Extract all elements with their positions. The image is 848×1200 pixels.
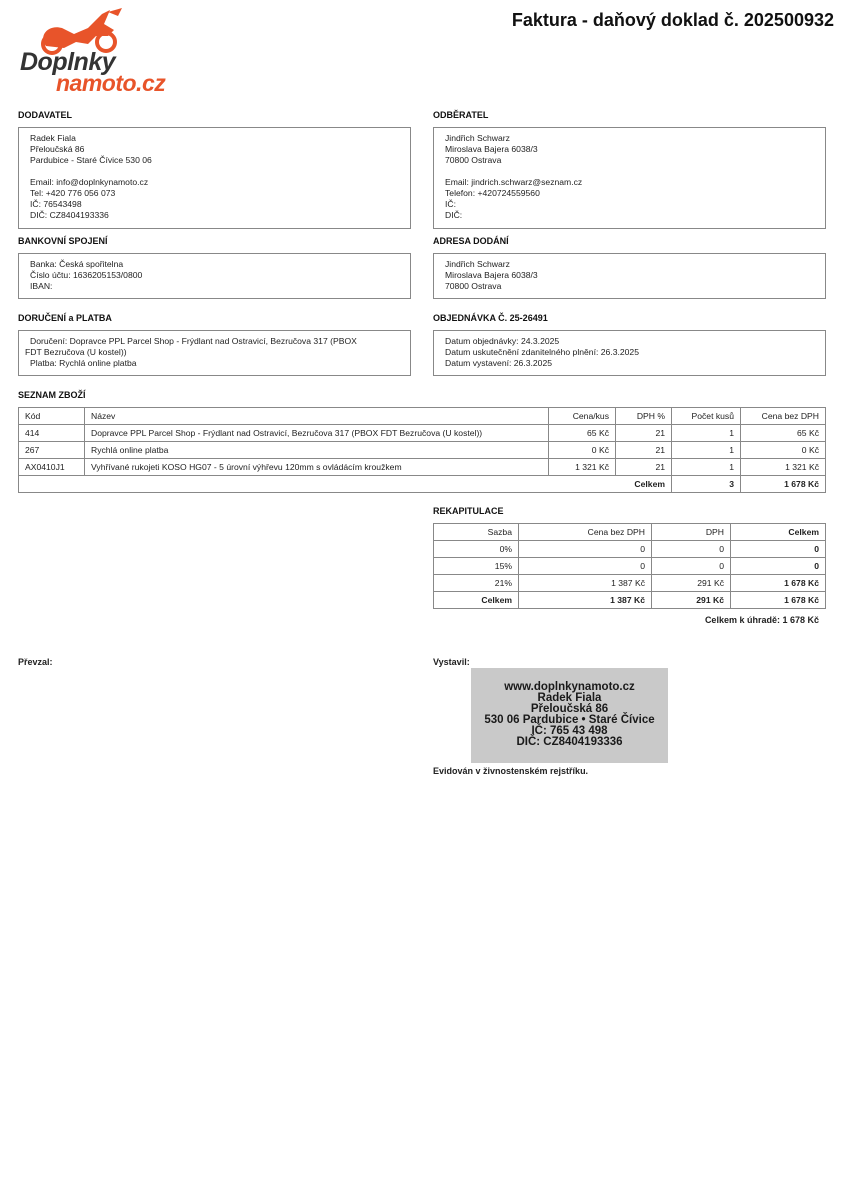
logo-text-bottom: namoto.cz: [56, 70, 166, 96]
recap-table: [433, 523, 826, 609]
customer-line: Miroslava Bajera 6038/3: [445, 144, 538, 154]
item-name: Dopravce PPL Parcel Shop - Frýdlant nad Ostravicí, Bezručova 317 (PBOX FDT Bezručova (U kostel)): [85, 425, 549, 442]
item-vat: 21: [616, 442, 672, 459]
items-heading: SEZNAM ZBOŽÍ: [18, 390, 86, 400]
table-row: [19, 425, 826, 442]
bank-box: [18, 253, 411, 299]
item-price: 1 321 Kč: [741, 459, 826, 476]
recap-total-label: Celkem: [434, 592, 519, 609]
bank-line: Číslo účtu: 1636205153/0800: [30, 270, 143, 280]
company-logo: [18, 6, 168, 106]
amount-due: Celkem k úhradě: 1 678 Kč: [704, 615, 819, 625]
supplier-line: Přeloučská 86: [30, 144, 85, 154]
recap-total: 1 678 Kč: [731, 575, 826, 592]
recap-vat: 291 Kč: [652, 575, 731, 592]
item-qty: 1: [672, 425, 741, 442]
customer-dic: DIČ:: [445, 210, 463, 220]
company-stamp: [471, 668, 668, 763]
recap-total-sum: 1 678 Kč: [731, 592, 826, 609]
customer-heading: ODBĚRATEL: [433, 110, 489, 120]
recap-vat: 0: [652, 541, 731, 558]
table-row: [19, 459, 826, 476]
item-price: 65 Kč: [741, 425, 826, 442]
col-unit-price: Cena/kus: [549, 408, 616, 425]
recap-total-vat: 291 Kč: [652, 592, 731, 609]
delivery-address-heading: ADRESA DODÁNÍ: [433, 236, 509, 246]
delivery-address-line: 70800 Ostrava: [445, 281, 502, 291]
item-code: AX0410J1: [19, 459, 85, 476]
supplier-dic: DIČ: CZ8404193336: [30, 210, 109, 220]
supplier-heading: DODAVATEL: [18, 110, 72, 120]
table-row: [434, 575, 826, 592]
logo-text-top: Doplnky: [20, 48, 116, 76]
table-row: [19, 442, 826, 459]
customer-ico: IČ:: [445, 199, 456, 209]
delivery-address-box: [433, 253, 826, 299]
recap-net: 1 387 Kč: [519, 575, 652, 592]
recap-rate: 21%: [434, 575, 519, 592]
stamp-line: www.doplnkynamoto.cz: [504, 681, 635, 693]
recap-col-net: Cena bez DPH: [519, 524, 652, 541]
table-row: [434, 558, 826, 575]
recap-rate: 0%: [434, 541, 519, 558]
supplier-line: Pardubice - Staré Čívice 530 06: [30, 155, 152, 165]
shipping-payment: Platba: Rychlá online platba: [30, 358, 137, 368]
supplier-line: Radek Fiala: [30, 133, 76, 143]
register-note: Evidován v živnostenském rejstříku.: [433, 766, 589, 776]
col-vat: DPH %: [616, 408, 672, 425]
item-unit-price: 1 321 Kč: [549, 459, 616, 476]
item-unit-price: 65 Kč: [549, 425, 616, 442]
bank-line: IBAN:: [30, 281, 53, 291]
item-vat: 21: [616, 425, 672, 442]
supplier-phone: Tel: +420 776 056 073: [30, 188, 116, 198]
items-total-qty: 3: [672, 476, 741, 493]
customer-email: Email: jindrich.schwarz@seznam.cz: [445, 177, 583, 187]
received-label: Převzal:: [18, 657, 53, 667]
items-table: [18, 407, 826, 493]
order-issue-date: Datum vystavení: 26.3.2025: [445, 358, 553, 368]
col-name: Název: [85, 408, 549, 425]
item-name: Vyhřívané rukojeti KOSO HG07 - 5 úrovní výhřevu 120mm s ovládácím kroužkem: [85, 459, 549, 476]
stamp-line: DIČ: CZ8404193336: [516, 736, 623, 748]
stamp-line: IČ: 765 43 498: [531, 725, 608, 737]
bank-line: Banka: Česká spořitelna: [30, 259, 124, 269]
customer-line: Jindřich Schwarz: [445, 133, 510, 143]
recap-heading: REKAPITULACE: [433, 506, 504, 516]
recap-header-row: [434, 524, 826, 541]
issued-label: Vystavil:: [433, 657, 470, 667]
recap-col-total: Celkem: [731, 524, 826, 541]
items-total-row: [19, 476, 826, 493]
invoice-title: Faktura - daňový doklad č. 202500932: [511, 10, 834, 30]
recap-total-net: 1 387 Kč: [519, 592, 652, 609]
recap-total-row: [434, 592, 826, 609]
item-code: 267: [19, 442, 85, 459]
item-name: Rychlá online platba: [85, 442, 549, 459]
items-total-label: Celkem: [19, 476, 672, 493]
items-total-price: 1 678 Kč: [741, 476, 826, 493]
item-qty: 1: [672, 442, 741, 459]
customer-line: 70800 Ostrava: [445, 155, 502, 165]
order-date: Datum objednávky: 24.3.2025: [445, 336, 560, 346]
order-box: [433, 330, 826, 376]
stamp-line: Přeloučská 86: [530, 703, 609, 715]
shipping-box: [18, 330, 411, 376]
supplier-box: [18, 127, 411, 229]
item-qty: 1: [672, 459, 741, 476]
table-row: [434, 541, 826, 558]
order-heading: OBJEDNÁVKA Č. 25-26491: [433, 313, 548, 323]
customer-phone: Telefon: +420724559560: [445, 188, 540, 198]
recap-total: 0: [731, 541, 826, 558]
delivery-address-line: Jindřich Schwarz: [445, 259, 510, 269]
col-qty: Počet kusů: [672, 408, 741, 425]
order-tax-date: Datum uskutečnění zdanitelného plnění: 26.3.2025: [445, 347, 639, 357]
delivery-address-line: Miroslava Bajera 6038/3: [445, 270, 538, 280]
stamp-line: Radek Fiala: [537, 692, 602, 704]
item-price: 0 Kč: [741, 442, 826, 459]
recap-net: 0: [519, 558, 652, 575]
item-vat: 21: [616, 459, 672, 476]
recap-total: 0: [731, 558, 826, 575]
customer-box: [433, 127, 826, 229]
items-header-row: [19, 408, 826, 425]
supplier-ico: IČ: 76543498: [30, 199, 82, 209]
col-price: Cena bez DPH: [741, 408, 826, 425]
supplier-email: Email: info@doplnkynamoto.cz: [30, 177, 149, 187]
item-code: 414: [19, 425, 85, 442]
recap-net: 0: [519, 541, 652, 558]
shipping-delivery-cont: FDT Bezručova (U kostel)): [25, 347, 127, 357]
recap-rate: 15%: [434, 558, 519, 575]
item-unit-price: 0 Kč: [549, 442, 616, 459]
recap-col-vat: DPH: [652, 524, 731, 541]
bank-heading: BANKOVNÍ SPOJENÍ: [18, 236, 108, 246]
stamp-line: 530 06 Pardubice • Staré Čívice: [484, 714, 655, 726]
shipping-delivery: Doručení: Dopravce PPL Parcel Shop - Frýdlant nad Ostravicí, Bezručova 317 (PBOX: [30, 336, 357, 346]
col-code: Kód: [19, 408, 85, 425]
recap-vat: 0: [652, 558, 731, 575]
shipping-heading: DORUČENÍ a PLATBA: [18, 313, 112, 323]
recap-col-rate: Sazba: [434, 524, 519, 541]
